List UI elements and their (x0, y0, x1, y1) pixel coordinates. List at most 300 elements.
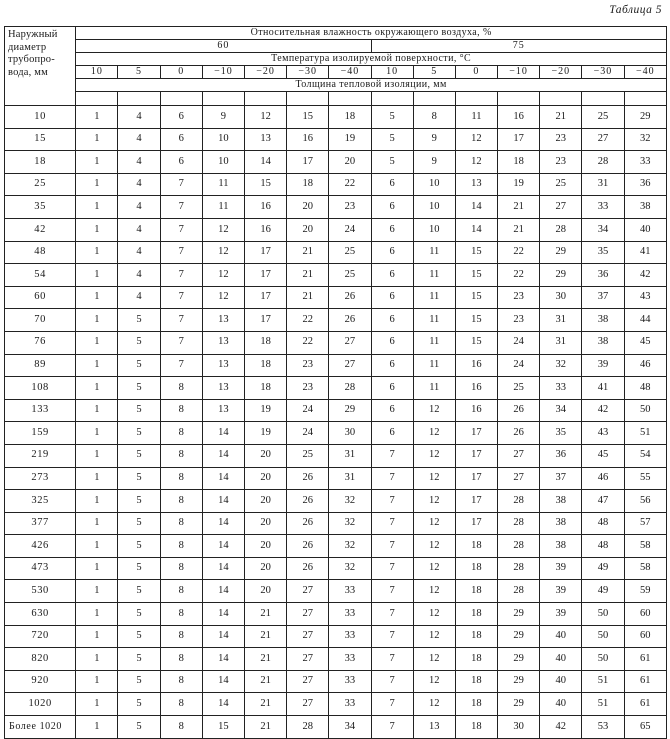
humidity-group-60: 60 (76, 40, 371, 53)
thickness-cell: 46 (624, 354, 666, 377)
thickness-cell: 14 (202, 648, 244, 671)
diameter-cell: 48 (5, 241, 76, 264)
thickness-cell: 8 (160, 444, 202, 467)
table-row (5, 625, 667, 648)
thickness-cell: 28 (329, 377, 371, 400)
thickness-cell: 10 (413, 196, 455, 219)
thickness-cell: 12 (413, 444, 455, 467)
thickness-cell: 7 (371, 693, 413, 716)
thickness-cell: 6 (371, 399, 413, 422)
header-spacer-cell (413, 92, 455, 106)
thickness-cell: 14 (202, 557, 244, 580)
temperature-header-cell: −30 (582, 66, 624, 79)
thickness-cell: 27 (287, 625, 329, 648)
thickness-cell: 12 (202, 264, 244, 287)
thickness-cell: 30 (498, 716, 540, 739)
thickness-cell: 29 (540, 241, 582, 264)
thickness-cell: 20 (244, 535, 286, 558)
thickness-cell: 20 (244, 490, 286, 513)
thickness-cell: 32 (329, 557, 371, 580)
thickness-cell: 37 (582, 286, 624, 309)
thickness-cell: 19 (244, 399, 286, 422)
thickness-cell: 23 (540, 151, 582, 174)
thickness-cell: 6 (371, 173, 413, 196)
thickness-cell: 26 (287, 557, 329, 580)
humidity-group-75: 75 (371, 40, 667, 53)
thickness-cell: 12 (413, 580, 455, 603)
thickness-cell: 14 (244, 151, 286, 174)
diameter-cell: 70 (5, 309, 76, 332)
thickness-cell: 14 (455, 196, 497, 219)
thickness-cell: 1 (76, 218, 118, 241)
thickness-cell: 33 (329, 580, 371, 603)
thickness-cell: 8 (160, 377, 202, 400)
thickness-cell: 16 (244, 196, 286, 219)
thickness-cell: 40 (540, 693, 582, 716)
table-row (5, 218, 667, 241)
thickness-cell: 36 (624, 173, 666, 196)
thickness-cell: 24 (329, 218, 371, 241)
thickness-cell: 26 (287, 512, 329, 535)
thickness-cell: 16 (455, 377, 497, 400)
thickness-cell: 31 (582, 173, 624, 196)
thickness-cell: 32 (540, 354, 582, 377)
thickness-cell: 29 (329, 399, 371, 422)
thickness-cell: 4 (118, 264, 160, 287)
thickness-cell: 22 (287, 309, 329, 332)
thickness-cell: 20 (244, 580, 286, 603)
thickness-cell: 22 (498, 241, 540, 264)
thickness-cell: 38 (540, 490, 582, 513)
thickness-cell: 5 (118, 309, 160, 332)
table-row (5, 264, 667, 287)
thickness-cell: 50 (582, 625, 624, 648)
thickness-cell: 5 (118, 354, 160, 377)
thickness-cell: 8 (160, 422, 202, 445)
thickness-cell: 21 (498, 218, 540, 241)
thickness-cell: 56 (624, 490, 666, 513)
thickness-cell: 39 (540, 580, 582, 603)
diameter-column-header: Наружный диаметр трубопро- вода, мм (5, 27, 76, 106)
thickness-cell: 29 (498, 670, 540, 693)
thickness-cell: 1 (76, 467, 118, 490)
table-row (5, 399, 667, 422)
thickness-cell: 1 (76, 286, 118, 309)
thickness-cell: 18 (455, 603, 497, 626)
thickness-cell: 21 (287, 241, 329, 264)
thickness-cell: 14 (202, 603, 244, 626)
thickness-cell: 5 (371, 128, 413, 151)
thickness-cell: 5 (118, 670, 160, 693)
thickness-cell: 7 (160, 331, 202, 354)
thickness-cell: 7 (160, 286, 202, 309)
thickness-cell: 11 (413, 264, 455, 287)
thickness-cell: 31 (329, 467, 371, 490)
thickness-cell: 7 (371, 716, 413, 739)
thickness-cell: 5 (371, 106, 413, 129)
thickness-cell: 17 (455, 467, 497, 490)
thickness-cell: 1 (76, 106, 118, 129)
thickness-cell: 6 (371, 354, 413, 377)
thickness-cell: 27 (287, 648, 329, 671)
table-row (5, 241, 667, 264)
thickness-cell: 7 (160, 241, 202, 264)
thickness-cell: 7 (371, 512, 413, 535)
thickness-cell: 40 (540, 648, 582, 671)
thickness-cell: 29 (540, 264, 582, 287)
thickness-cell: 1 (76, 670, 118, 693)
thickness-cell: 1 (76, 648, 118, 671)
thickness-cell: 12 (413, 670, 455, 693)
insulation-thickness-table (4, 26, 667, 739)
thickness-cell: 28 (498, 535, 540, 558)
thickness-cell: 1 (76, 241, 118, 264)
temperature-header-cell: −10 (202, 66, 244, 79)
header-spacer-cell (455, 92, 497, 106)
thickness-cell: 26 (329, 286, 371, 309)
thickness-title: Толщина тепловой изоляции, мм (76, 79, 667, 92)
thickness-cell: 5 (118, 557, 160, 580)
thickness-cell: 59 (624, 580, 666, 603)
thickness-cell: 1 (76, 422, 118, 445)
thickness-cell: 21 (244, 625, 286, 648)
thickness-cell: 13 (202, 399, 244, 422)
thickness-cell: 18 (455, 716, 497, 739)
thickness-cell: 32 (329, 535, 371, 558)
diameter-cell: 108 (5, 377, 76, 400)
thickness-cell: 51 (624, 422, 666, 445)
thickness-cell: 11 (413, 354, 455, 377)
thickness-cell: 27 (498, 444, 540, 467)
table-row (5, 151, 667, 174)
thickness-cell: 7 (160, 264, 202, 287)
diameter-cell: 89 (5, 354, 76, 377)
thickness-cell: 17 (455, 444, 497, 467)
thickness-cell: 18 (455, 693, 497, 716)
thickness-cell: 12 (413, 535, 455, 558)
thickness-cell: 14 (202, 467, 244, 490)
thickness-cell: 34 (329, 716, 371, 739)
thickness-cell: 17 (455, 422, 497, 445)
thickness-cell: 7 (371, 444, 413, 467)
thickness-cell: 35 (540, 422, 582, 445)
thickness-cell: 1 (76, 151, 118, 174)
diameter-cell: 530 (5, 580, 76, 603)
thickness-cell: 4 (118, 173, 160, 196)
thickness-cell: 26 (329, 309, 371, 332)
thickness-cell: 45 (624, 331, 666, 354)
thickness-cell: 12 (413, 399, 455, 422)
thickness-cell: 4 (118, 106, 160, 129)
thickness-cell: 50 (624, 399, 666, 422)
thickness-cell: 8 (160, 467, 202, 490)
table-row (5, 196, 667, 219)
temperature-header-cell: −40 (329, 66, 371, 79)
thickness-cell: 10 (413, 218, 455, 241)
thickness-cell: 12 (413, 693, 455, 716)
thickness-cell: 23 (329, 196, 371, 219)
thickness-cell: 42 (624, 264, 666, 287)
diameter-cell: 15 (5, 128, 76, 151)
diameter-cell: 18 (5, 151, 76, 174)
thickness-cell: 1 (76, 603, 118, 626)
thickness-cell: 24 (498, 354, 540, 377)
thickness-cell: 8 (160, 399, 202, 422)
table-row (5, 331, 667, 354)
thickness-cell: 21 (498, 196, 540, 219)
thickness-cell: 51 (582, 693, 624, 716)
thickness-cell: 21 (287, 264, 329, 287)
thickness-cell: 7 (371, 467, 413, 490)
thickness-cell: 19 (244, 422, 286, 445)
thickness-cell: 7 (371, 535, 413, 558)
thickness-cell: 4 (118, 151, 160, 174)
thickness-cell: 1 (76, 173, 118, 196)
thickness-cell: 21 (244, 716, 286, 739)
thickness-cell: 11 (413, 377, 455, 400)
thickness-cell: 6 (371, 377, 413, 400)
thickness-cell: 32 (329, 490, 371, 513)
thickness-cell: 18 (498, 151, 540, 174)
thickness-cell: 13 (413, 716, 455, 739)
thickness-cell: 7 (160, 218, 202, 241)
thickness-cell: 1 (76, 377, 118, 400)
thickness-cell: 60 (624, 625, 666, 648)
thickness-cell: 24 (287, 422, 329, 445)
thickness-cell: 26 (287, 490, 329, 513)
thickness-cell: 6 (371, 309, 413, 332)
thickness-cell: 1 (76, 557, 118, 580)
thickness-cell: 24 (287, 399, 329, 422)
thickness-cell: 39 (540, 557, 582, 580)
thickness-cell: 7 (160, 173, 202, 196)
thickness-cell: 1 (76, 716, 118, 739)
table-row (5, 173, 667, 196)
thickness-cell: 20 (244, 557, 286, 580)
thickness-cell: 49 (582, 580, 624, 603)
thickness-cell: 43 (624, 286, 666, 309)
header-spacer-cell (160, 92, 202, 106)
thickness-cell: 21 (244, 693, 286, 716)
temperature-header-cell: 0 (160, 66, 202, 79)
table-header (5, 27, 667, 106)
thickness-cell: 8 (160, 670, 202, 693)
thickness-cell: 15 (202, 716, 244, 739)
thickness-cell: 21 (244, 648, 286, 671)
thickness-cell: 1 (76, 693, 118, 716)
thickness-cell: 5 (118, 648, 160, 671)
thickness-cell: 49 (582, 557, 624, 580)
thickness-cell: 8 (160, 603, 202, 626)
thickness-cell: 65 (624, 716, 666, 739)
thickness-cell: 1 (76, 354, 118, 377)
thickness-cell: 18 (244, 354, 286, 377)
thickness-cell: 22 (329, 173, 371, 196)
temperature-header-cell: 0 (455, 66, 497, 79)
thickness-cell: 40 (540, 625, 582, 648)
thickness-cell: 32 (624, 128, 666, 151)
thickness-cell: 14 (202, 422, 244, 445)
thickness-cell: 18 (244, 331, 286, 354)
header-spacer-cell (329, 92, 371, 106)
thickness-cell: 32 (329, 512, 371, 535)
thickness-cell: 43 (582, 422, 624, 445)
thickness-cell: 11 (413, 309, 455, 332)
thickness-cell: 5 (118, 625, 160, 648)
thickness-cell: 50 (582, 648, 624, 671)
thickness-cell: 21 (244, 603, 286, 626)
thickness-cell: 17 (498, 128, 540, 151)
thickness-cell: 14 (202, 535, 244, 558)
thickness-cell: 29 (498, 693, 540, 716)
thickness-cell: 42 (540, 716, 582, 739)
diameter-cell: 630 (5, 603, 76, 626)
thickness-cell: 51 (582, 670, 624, 693)
thickness-cell: 5 (118, 512, 160, 535)
diameter-cell: 60 (5, 286, 76, 309)
thickness-cell: 22 (287, 331, 329, 354)
thickness-cell: 15 (455, 286, 497, 309)
thickness-cell: 5 (118, 535, 160, 558)
header-spacer-cell (498, 92, 540, 106)
thickness-cell: 45 (582, 444, 624, 467)
thickness-cell: 1 (76, 196, 118, 219)
thickness-cell: 33 (329, 693, 371, 716)
thickness-cell: 29 (498, 603, 540, 626)
thickness-cell: 6 (371, 264, 413, 287)
thickness-cell: 23 (498, 309, 540, 332)
thickness-cell: 12 (413, 490, 455, 513)
thickness-cell: 35 (582, 241, 624, 264)
table-row (5, 716, 667, 739)
thickness-cell: 1 (76, 331, 118, 354)
thickness-cell: 11 (455, 106, 497, 129)
table-row (5, 106, 667, 129)
thickness-cell: 28 (498, 580, 540, 603)
thickness-cell: 18 (455, 648, 497, 671)
header-spacer-cell (118, 92, 160, 106)
thickness-cell: 12 (202, 218, 244, 241)
thickness-cell: 20 (329, 151, 371, 174)
thickness-cell: 13 (202, 377, 244, 400)
diameter-cell: 10 (5, 106, 76, 129)
header-spacer-cell (624, 92, 666, 106)
diameter-cell: 720 (5, 625, 76, 648)
thickness-cell: 8 (413, 106, 455, 129)
table-row (5, 693, 667, 716)
thickness-cell: 17 (287, 151, 329, 174)
thickness-cell: 25 (540, 173, 582, 196)
thickness-cell: 1 (76, 490, 118, 513)
thickness-cell: 38 (540, 535, 582, 558)
header-spacer-cell (582, 92, 624, 106)
table-row (5, 648, 667, 671)
thickness-cell: 14 (202, 444, 244, 467)
table-row (5, 444, 667, 467)
diameter-cell: 820 (5, 648, 76, 671)
thickness-cell: 5 (118, 693, 160, 716)
thickness-cell: 16 (455, 354, 497, 377)
thickness-cell: 6 (371, 196, 413, 219)
thickness-cell: 61 (624, 670, 666, 693)
thickness-cell: 14 (202, 693, 244, 716)
thickness-cell: 34 (582, 218, 624, 241)
thickness-cell: 12 (413, 557, 455, 580)
thickness-cell: 10 (413, 173, 455, 196)
table-row (5, 557, 667, 580)
thickness-cell: 16 (287, 128, 329, 151)
thickness-cell: 33 (582, 196, 624, 219)
thickness-cell: 12 (413, 422, 455, 445)
thickness-cell: 15 (455, 264, 497, 287)
thickness-cell: 60 (624, 603, 666, 626)
temperature-header-cell: −30 (287, 66, 329, 79)
thickness-cell: 47 (582, 490, 624, 513)
thickness-cell: 61 (624, 693, 666, 716)
diameter-cell: 42 (5, 218, 76, 241)
table-row (5, 354, 667, 377)
thickness-cell: 7 (371, 490, 413, 513)
thickness-cell: 37 (540, 467, 582, 490)
thickness-cell: 33 (329, 670, 371, 693)
thickness-cell: 7 (371, 625, 413, 648)
thickness-cell: 14 (202, 670, 244, 693)
thickness-cell: 7 (160, 196, 202, 219)
thickness-cell: 29 (498, 625, 540, 648)
temperature-title: Температура изолируемой поверхности, °C (76, 53, 667, 66)
thickness-cell: 33 (329, 648, 371, 671)
thickness-cell: 22 (498, 264, 540, 287)
thickness-cell: 34 (540, 399, 582, 422)
thickness-cell: 17 (244, 264, 286, 287)
thickness-cell: 6 (371, 218, 413, 241)
header-spacer-cell (371, 92, 413, 106)
thickness-cell: 1 (76, 444, 118, 467)
header-spacer-cell (244, 92, 286, 106)
table-row (5, 512, 667, 535)
thickness-cell: 40 (624, 218, 666, 241)
thickness-cell: 14 (202, 625, 244, 648)
thickness-cell: 33 (329, 625, 371, 648)
thickness-cell: 12 (202, 286, 244, 309)
thickness-cell: 6 (160, 151, 202, 174)
thickness-cell: 27 (287, 580, 329, 603)
thickness-cell: 7 (160, 354, 202, 377)
thickness-cell: 58 (624, 535, 666, 558)
diameter-cell: 920 (5, 670, 76, 693)
thickness-cell: 19 (329, 128, 371, 151)
thickness-cell: 61 (624, 648, 666, 671)
thickness-cell: 9 (413, 128, 455, 151)
thickness-cell: 28 (287, 716, 329, 739)
thickness-cell: 17 (244, 241, 286, 264)
thickness-cell: 8 (160, 557, 202, 580)
thickness-cell: 38 (624, 196, 666, 219)
thickness-cell: 25 (498, 377, 540, 400)
thickness-cell: 18 (244, 377, 286, 400)
thickness-cell: 26 (498, 422, 540, 445)
thickness-cell: 25 (582, 106, 624, 129)
thickness-cell: 18 (455, 535, 497, 558)
thickness-cell: 11 (413, 241, 455, 264)
thickness-cell: 6 (371, 286, 413, 309)
thickness-cell: 25 (329, 241, 371, 264)
diameter-cell: 35 (5, 196, 76, 219)
table-row (5, 422, 667, 445)
diameter-cell: 1020 (5, 693, 76, 716)
thickness-cell: 4 (118, 286, 160, 309)
thickness-cell: 12 (413, 512, 455, 535)
